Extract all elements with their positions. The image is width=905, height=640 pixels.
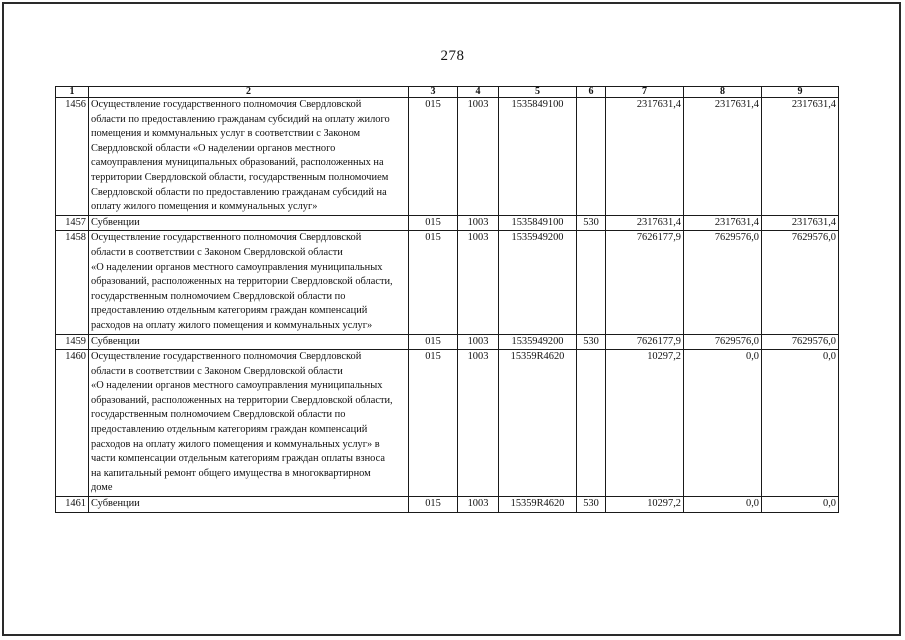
section-code: 1003: [458, 98, 499, 216]
admin-code: 015: [409, 215, 458, 231]
description-line: области по предоставлению гражданам субсидий на оплату жилого: [91, 113, 390, 125]
admin-code: 015: [409, 334, 458, 350]
budget-table: [55, 86, 839, 513]
description-line: Субвенции: [91, 216, 140, 228]
row-number: 1460: [56, 350, 89, 497]
section-code: 1003: [458, 231, 499, 334]
header-col-4: 4: [458, 87, 499, 98]
amount-col-7: 7626177,9: [606, 334, 684, 350]
row-number: 1459: [56, 334, 89, 350]
header-col-5: 5: [499, 87, 577, 98]
description-line: Осуществление государственного полномочия Свердловской: [91, 351, 362, 363]
amount-col-8: 7629576,0: [684, 231, 762, 334]
expense-type-code: [577, 98, 606, 216]
amount-col-8: 2317631,4: [684, 98, 762, 216]
admin-code: 015: [409, 350, 458, 497]
section-code: 1003: [458, 215, 499, 231]
expense-type-code: 530: [577, 334, 606, 350]
description-line: области в соответствии с Законом Свердловской области: [91, 246, 343, 258]
table-row: [56, 334, 839, 350]
row-description: [89, 497, 409, 513]
amount-col-9: 2317631,4: [762, 98, 839, 216]
amount-col-8: 0,0: [684, 497, 762, 513]
section-code: 1003: [458, 350, 499, 497]
admin-code: 015: [409, 497, 458, 513]
description-line: оплату жилого помещения и коммунальных услуг»: [91, 201, 318, 213]
amount-col-9: 0,0: [762, 497, 839, 513]
description-line: самоуправления муниципальных образований, расположенных на: [91, 157, 384, 169]
target-article-code: 1535949200: [499, 334, 577, 350]
description-line: Субвенции: [91, 498, 140, 510]
amount-col-8: 7629576,0: [684, 334, 762, 350]
description-line: «О наделении органов местного самоуправления муниципальных: [91, 261, 383, 273]
expense-type-code: [577, 231, 606, 334]
description-line: предоставлению отдельным категориям граждан компенсаций: [91, 424, 368, 436]
table-body: [56, 98, 839, 513]
description-line: Свердловской области по предоставлению гражданам субсидий на: [91, 186, 387, 198]
description-line: территории Свердловской области, государственным полномочием: [91, 171, 389, 183]
description-line: доме: [91, 482, 113, 494]
row-number: 1458: [56, 231, 89, 334]
description-line: «О наделении органов местного самоуправления муниципальных: [91, 380, 383, 392]
description-line: Субвенции: [91, 335, 140, 347]
description-line: Свердловской области «О наделении органов местного: [91, 142, 336, 154]
expense-type-code: 530: [577, 497, 606, 513]
description-line: государственным полномочием Свердловской области по: [91, 290, 346, 302]
description-line: расходов на оплату жилого помещения и коммунальных услуг»: [91, 319, 373, 331]
amount-col-9: 7629576,0: [762, 231, 839, 334]
header-col-6: 6: [577, 87, 606, 98]
description-line: государственным полномочием Свердловской области по: [91, 409, 346, 421]
row-description: [89, 334, 409, 350]
header-col-3: 3: [409, 87, 458, 98]
section-code: 1003: [458, 497, 499, 513]
amount-col-7: 10297,2: [606, 497, 684, 513]
amount-col-7: 2317631,4: [606, 215, 684, 231]
target-article-code: 15359R4620: [499, 497, 577, 513]
amount-col-8: 0,0: [684, 350, 762, 497]
admin-code: 015: [409, 231, 458, 334]
row-number: 1456: [56, 98, 89, 216]
amount-col-7: 2317631,4: [606, 98, 684, 216]
header-col-7: 7: [606, 87, 684, 98]
row-description: [89, 98, 409, 216]
description-line: предоставлению отдельным категориям граждан компенсаций: [91, 305, 368, 317]
table-row: [56, 215, 839, 231]
description-line: помещения и коммунальных услуг в соответствии с Законом: [91, 128, 361, 140]
header-row: [56, 87, 839, 98]
header-col-9: 9: [762, 87, 839, 98]
admin-code: 015: [409, 98, 458, 216]
row-number: 1461: [56, 497, 89, 513]
description-line: области в соответствии с Законом Свердловской области: [91, 365, 343, 377]
row-description: [89, 215, 409, 231]
table-row: [56, 231, 839, 334]
description-line: образований, расположенных на территории Свердловской области,: [91, 276, 393, 288]
page-number: 278: [440, 48, 465, 64]
amount-col-9: 2317631,4: [762, 215, 839, 231]
description-line: Осуществление государственного полномочия Свердловской: [91, 232, 362, 244]
target-article-code: 1535849100: [499, 215, 577, 231]
description-line: части компенсации отдельным категориям граждан оплаты взноса: [91, 453, 385, 465]
header-col-1: 1: [56, 87, 89, 98]
target-article-code: 1535849100: [499, 98, 577, 216]
section-code: 1003: [458, 334, 499, 350]
row-description: [89, 231, 409, 334]
description-line: на капитальный ремонт общего имущества в многоквартирном: [91, 467, 371, 479]
header-col-8: 8: [684, 87, 762, 98]
amount-col-9: 0,0: [762, 350, 839, 497]
amount-col-9: 7629576,0: [762, 334, 839, 350]
header-col-2: 2: [89, 87, 409, 98]
amount-col-8: 2317631,4: [684, 215, 762, 231]
amount-col-7: 7626177,9: [606, 231, 684, 334]
row-description: [89, 350, 409, 497]
target-article-code: 15359R4620: [499, 350, 577, 497]
description-line: Осуществление государственного полномочия Свердловской: [91, 99, 362, 110]
expense-type-code: [577, 350, 606, 497]
amount-col-7: 10297,2: [606, 350, 684, 497]
description-line: расходов на оплату жилого помещения и коммунальных услуг» в: [91, 438, 380, 450]
row-number: 1457: [56, 215, 89, 231]
table-row: [56, 98, 839, 216]
description-line: образований, расположенных на территории Свердловской области,: [91, 394, 393, 406]
table-row: [56, 350, 839, 497]
expense-type-code: 530: [577, 215, 606, 231]
table-row: [56, 497, 839, 513]
target-article-code: 1535949200: [499, 231, 577, 334]
